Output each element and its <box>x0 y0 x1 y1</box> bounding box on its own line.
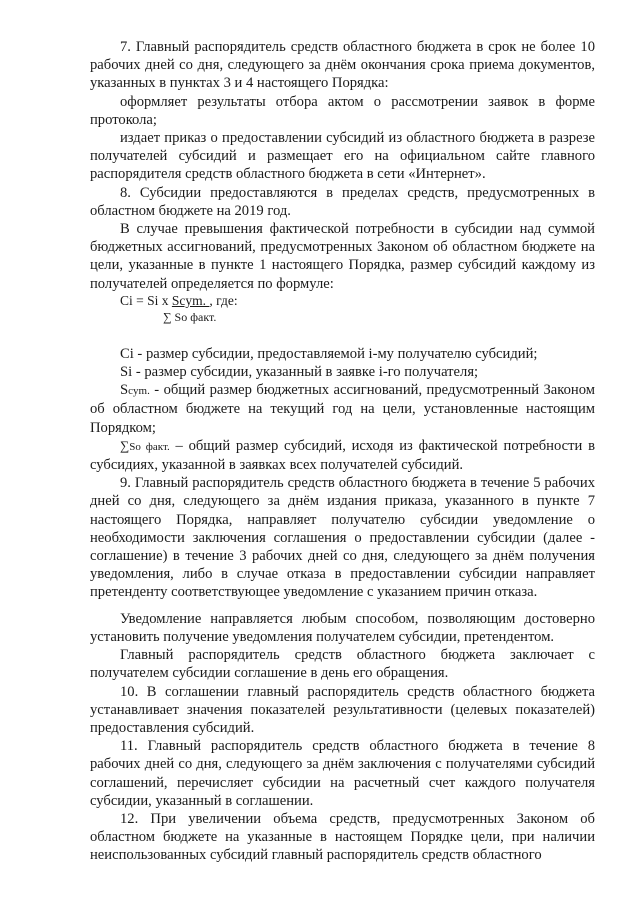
symbol-scym-main: S <box>120 382 129 399</box>
formula-numerator: Scym. <box>171 292 210 308</box>
definition-sofakt <box>90 437 595 474</box>
paragraph-7-protocol: оформляет результаты отбора актом о рассмотрении заявок в форме протокола; <box>90 93 595 128</box>
symbol-sofakt <box>120 438 170 454</box>
definition-si: Si - размер субсидии, указанный в заявке i-го получателя; <box>120 364 479 381</box>
symbol-scym-sub: cym. <box>128 385 150 398</box>
paragraph-7: 7. Главный распорядитель средств областного бюджета в срок не более 10 рабочих дней со дня, следующего за днём окончания срока приема документов, указанных в пунктах 3 и 4 настоящего Порядка: <box>90 39 595 92</box>
definition-ci: Ci - размер субсидии, предоставляемой i-му получателю субсидий; <box>120 345 538 362</box>
paragraph-8-excess: В случае превышения фактической потребности в субсидии над суммой бюджетных ассигнований, предусмотренных Законом об областном бюджете на цели, указанные в пункте 1 настоящего Порядка, размер субсидий каждому из получателей определяется по формуле: <box>90 221 595 292</box>
formula-lhs: Ci = Si x <box>120 292 172 308</box>
definition-scym-text: - общий размер бюджетных ассигнований, предусмотренный Законом об областном бюджете на текущий год на цели, установленные настоящим Порядком; <box>90 382 595 436</box>
paragraph-9: 9. Главный распорядитель средств областного бюджета в течение 5 рабочих дней со дня, следующего за днём издания приказа, указанного в пункте 7 настоящего Порядка, направляет получателю субсидии уведомление о необходимости заключения соглашения о предоставлении субсидии (далее - соглашение) в течение 3 рабочих дней со дня, следующего за днём получения уведомления, либо в случае отказа в предоставлении субсидии направляет претенденту соответствующее уведомление с указанием причин отказа. <box>90 475 595 601</box>
formula-main-line <box>120 293 595 309</box>
paragraph-8: 8. Субсидии предоставляются в пределах средств, предусмотренных в областном бюджете на 2019 год. <box>90 184 595 219</box>
paragraph-7-order: издает приказ о предоставлении субсидий из областного бюджета в разрезе получателей субсидий и размещает его на официальном сайте главного распорядителя средств областного бюджета в сети «Интернет». <box>90 130 595 183</box>
formula-denominator: ∑ So факт. <box>163 309 217 324</box>
definition-scym <box>90 381 595 437</box>
paragraph-9-agreement: Главный распорядитель средств областного бюджета заключает с получателем субсидии соглашение в день его обращения. <box>90 647 595 682</box>
symbol-sofakt-sub: So факт. <box>129 440 170 453</box>
paragraph-10: 10. В соглашении главный распорядитель средств областного бюджета устанавливает значения показателей результативности (целевых показателей) предоставления субсидий. <box>90 683 595 736</box>
paragraph-9-notice: Уведомление направляется любым способом, позволяющим достоверно установить получение уведомления получателем субсидии, претендентом. <box>90 610 595 645</box>
sigma-symbol: ∑ <box>120 437 130 453</box>
paragraph-11: 11. Главный распорядитель средств областного бюджета в течение 8 рабочих дней со дня, следующего за днём заключения с получателями субсидий соглашений, перечисляет субсидии на расчетный счет каждого получателя субсидии, указанный в соглашении. <box>90 738 595 809</box>
formula-tail: , где: <box>209 292 238 308</box>
document-page <box>90 38 595 865</box>
subsidy-formula <box>120 293 595 345</box>
paragraph-12: 12. При увеличении объема средств, предусмотренных Законом об областном бюджете на указанные в настоящем Порядке цели, при наличии неиспользованных субсидий главный распорядитель средств областного <box>90 810 595 864</box>
symbol-scym <box>120 382 150 398</box>
definition-sofakt-text: – общий размер субсидий, исходя из фактической потребности в субсидиях, указанной в заявках всех получателей субсидий. <box>90 437 595 474</box>
